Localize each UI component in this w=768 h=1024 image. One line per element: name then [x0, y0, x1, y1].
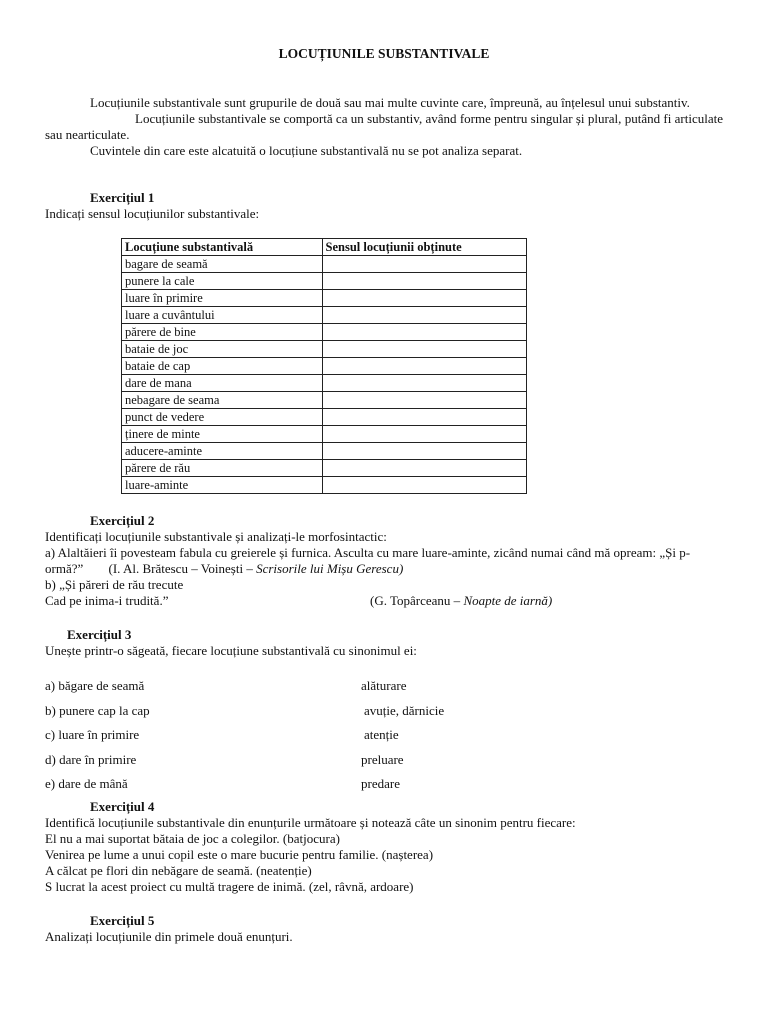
exercise-1 — [45, 190, 723, 222]
matching-row — [45, 776, 723, 792]
locution-cell: punere la cale — [122, 273, 323, 290]
meaning-cell[interactable] — [322, 307, 526, 324]
table-row — [122, 460, 527, 477]
meaning-cell[interactable] — [322, 341, 526, 358]
locution-cell: bataie de cap — [122, 358, 323, 375]
table-row — [122, 273, 527, 290]
verse-2-text: Cad pe inima-i trudită.” — [45, 593, 169, 608]
page-title: LOCUȚIUNILE SUBSTANTIVALE — [278, 46, 490, 61]
source-a-author: (I. Al. Brătescu – Voinești – — [108, 561, 257, 576]
locution-cell: dare de mana — [122, 375, 323, 392]
exercise-2-text-a-body: a) Alaltăieri îi povesteam fabula cu greierele și furnica. Asculta cu mare luare-aminte, zicând numai când mă opream: „Și p-ormă?” — [45, 545, 691, 576]
table-row — [122, 307, 527, 324]
locution-cell: părere de bine — [122, 324, 323, 341]
intro-section — [45, 95, 723, 159]
table-row — [122, 443, 527, 460]
table-row — [122, 358, 527, 375]
table-body — [122, 256, 527, 494]
table-row — [122, 290, 527, 307]
exercise-5-title: Exercițiul 5 — [90, 913, 155, 928]
exercise-4-sentences — [45, 831, 723, 895]
table-header-locution: Locuțiune substantivală — [122, 239, 323, 256]
exercise-1-title: Exercițiul 1 — [90, 190, 155, 205]
meaning-cell[interactable] — [322, 426, 526, 443]
exercise-2-text-a — [45, 545, 723, 577]
intro-paragraph-1: Locuțiunile substantivale sunt grupurile de două sau mai multe cuvinte care, împreună, au înțelesul unui substantiv. — [90, 95, 690, 110]
exercise-4-instruction: Identifică locuțiunile substantivale din enunțurile următoare și notează câte un sinonim pentru fiecare: — [45, 815, 576, 830]
meaning-cell[interactable] — [322, 392, 526, 409]
exercise-4-sentence: El nu a mai suportat bătaia de joc a colegilor. (batjocura) — [45, 831, 340, 846]
locution-item: a) băgare de seamă — [45, 678, 145, 693]
table-header-meaning: Sensul locuțiunii obținute — [322, 239, 526, 256]
exercise-4-sentence: A călcat pe flori din nebăgare de seamă. (neatenție) — [45, 863, 312, 878]
exercise-1-instruction: Indicați sensul locuțiunilor substantivale: — [45, 206, 260, 221]
table-header-row — [122, 239, 527, 256]
meaning-cell[interactable] — [322, 409, 526, 426]
meaning-cell[interactable] — [322, 358, 526, 375]
synonym-item: preluare — [361, 751, 404, 767]
table-row — [122, 341, 527, 358]
meaning-cell[interactable] — [322, 460, 526, 477]
exercise-3-title: Exercițiul 3 — [67, 627, 132, 642]
matching-row — [45, 678, 723, 694]
exercise-4-sentence: Venirea pe lume a unui copil este o mare bucurie pentru familie. (nașterea) — [45, 847, 434, 862]
table-row — [122, 256, 527, 273]
intro-paragraph-2: Locuțiunile substantivale se comportă ca un substantiv, având forme pentru singular și plural, putând fi articulate sau nearticulate. — [45, 111, 723, 142]
exercise-5-instruction: Analizați locuțiunile din primele două enunțuri. — [45, 929, 293, 944]
locution-cell: ținere de minte — [122, 426, 323, 443]
locution-item: b) punere cap la cap — [45, 702, 150, 718]
table-row — [122, 392, 527, 409]
meaning-cell[interactable] — [322, 477, 526, 494]
meaning-cell[interactable] — [322, 273, 526, 290]
table-row — [122, 375, 527, 392]
meaning-cell[interactable] — [322, 290, 526, 307]
exercise-2-instruction: Identificați locuțiunile substantivale și analizați-le morfosintactic: — [45, 529, 387, 544]
synonym-item: atenție — [364, 727, 399, 742]
meaning-cell[interactable] — [322, 375, 526, 392]
exercise-2-title: Exercițiul 2 — [90, 513, 155, 528]
source-a-title: Scrisorile lui Mișu Gerescu) — [256, 561, 404, 576]
locution-cell: bagare de seamă — [122, 256, 323, 273]
exercise-3-instruction: Unește printr-o săgeată, fiecare locuțiune substantivală cu sinonimul ei: — [45, 643, 417, 658]
matching-row — [45, 727, 723, 743]
locution-item: d) dare în primire — [45, 751, 137, 767]
matching-row — [45, 752, 723, 768]
table-row — [122, 477, 527, 494]
synonym-item: alăturare — [361, 678, 407, 693]
matching-row — [45, 703, 723, 719]
source-b-author: (G. Topârceanu – — [370, 593, 464, 608]
table-row — [122, 324, 527, 341]
exercise-4 — [45, 799, 723, 895]
locution-cell: nebagare de seama — [122, 392, 323, 409]
locution-cell: bataie de joc — [122, 341, 323, 358]
locution-cell: luare în primire — [122, 290, 323, 307]
exercise-3 — [45, 627, 723, 659]
locution-cell: luare a cuvântului — [122, 307, 323, 324]
source-b-title: Noapte de iarnă) — [463, 593, 553, 608]
table-row — [122, 409, 527, 426]
synonym-item: avuție, dărnicie — [364, 702, 445, 718]
exercise-2-verse-2 — [45, 593, 723, 609]
table-row — [122, 426, 527, 443]
exercise-2-verse-1: b) „Și păreri de rău trecute — [45, 577, 184, 592]
meaning-cell[interactable] — [322, 443, 526, 460]
exercise-4-title: Exercițiul 4 — [90, 799, 155, 814]
meaning-cell[interactable] — [322, 256, 526, 273]
synonym-item: predare — [361, 776, 400, 791]
meaning-cell[interactable] — [322, 324, 526, 341]
exercise-4-sentence: S lucrat la acest proiect cu multă tragere de inimă. (zel, râvnă, ardoare) — [45, 879, 414, 894]
locution-cell: aducere-aminte — [122, 443, 323, 460]
locutions-table — [121, 238, 527, 494]
exercise-5 — [45, 913, 723, 945]
locution-item: e) dare de mână — [45, 776, 128, 791]
locution-cell: părere de rău — [122, 460, 323, 477]
intro-paragraph-3: Cuvintele din care este alcatuită o locuțiune substantivală nu se pot analiza separat. — [90, 143, 523, 158]
locution-cell: luare-aminte — [122, 477, 323, 494]
locution-item: c) luare în primire — [45, 727, 140, 742]
exercise-2-source-b — [370, 593, 552, 609]
exercise-2-source-a — [87, 561, 404, 576]
locution-cell: punct de vedere — [122, 409, 323, 426]
exercise-2 — [45, 513, 723, 609]
